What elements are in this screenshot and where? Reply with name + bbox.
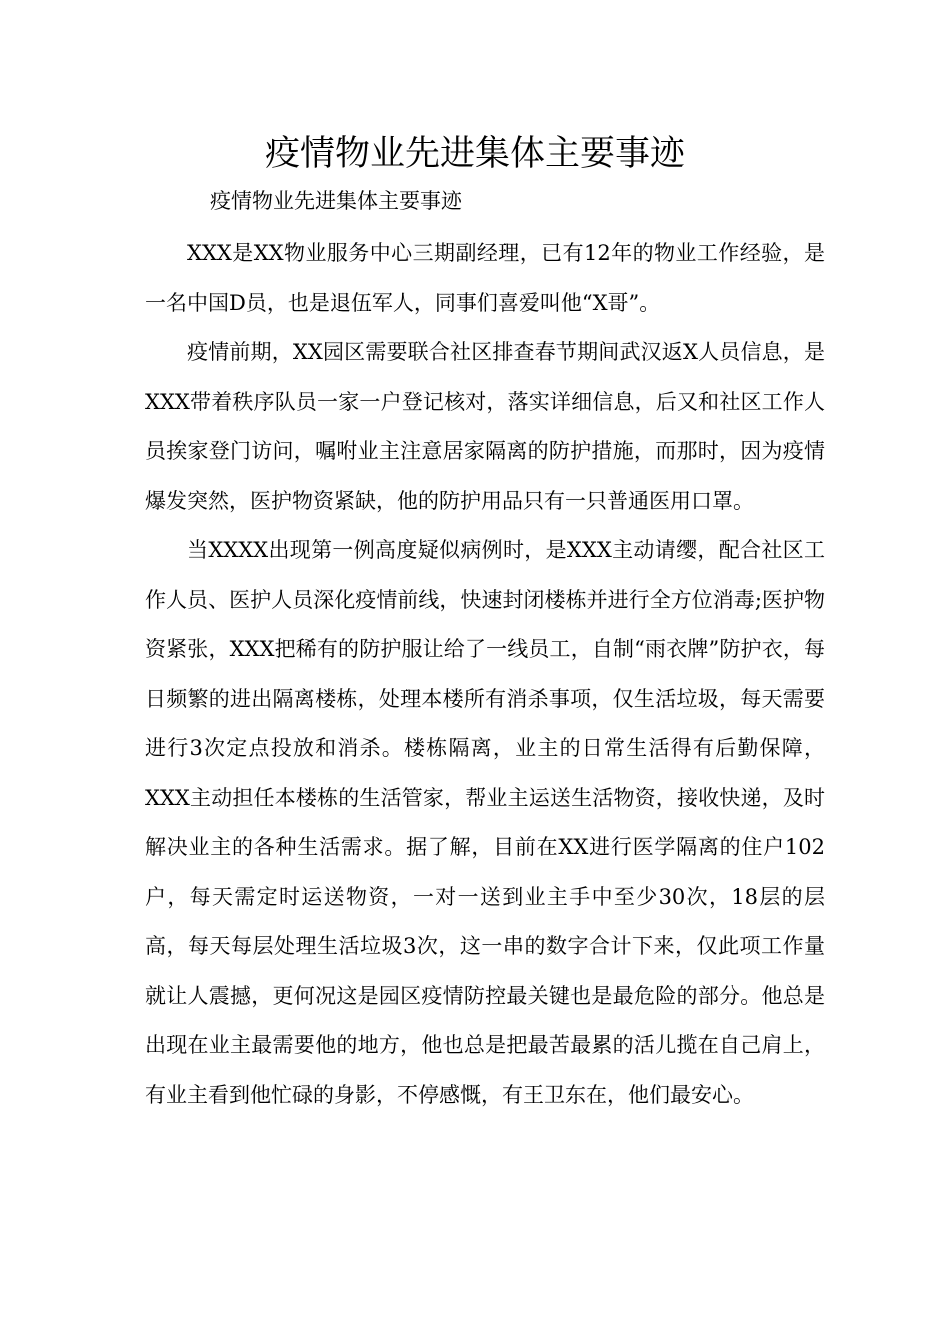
- document-subtitle: 疫情物业先进集体主要事迹: [210, 189, 462, 213]
- document-body: [145, 229, 825, 1120]
- paragraph-2: 疫情前期，XX园区需要联合社区排查春节期间武汉返X人员信息，是XXX带着秩序队员一家一户登记核对，落实详细信息，后又和社区工作人员挨家登门访问，嘱咐业主注意居家隔离的防护措施，而那时，因为疫情爆发突然，医护物资紧缺，他的防护用品只有一只普通医用口罩。: [145, 340, 825, 513]
- paragraph-1: XXX是XX物业服务中心三期副经理，已有12年的物业工作经验，是一名中国D员，也是退伍军人，同事们喜爱叫他“X哥”。: [145, 241, 825, 315]
- document-title: 疫情物业先进集体主要事迹: [264, 134, 685, 174]
- paragraph-3: 当XXXX出现第一例高度疑似病例时，是XXX主动请缨，配合社区工作人员、医护人员深化疫情前线，快速封闭楼栋并进行全方位消毒;医护物资紧张，XXX把稀有的防护服让给了一线员工，自制“雨衣牌”防护衣，每日频繁的进出隔离楼栋，处理本楼所有消杀事项，仅生活垃圾，每天需要进行3次定点投放和消杀。楼栋隔离，业主的日常生活得有后勤保障，XXX主动担任本楼栋的生活管家，帮业主运送生活物资，接收快递，及时解决业主的各种生活需求。据了解，目前在XX进行医学隔离的住户102户，每天需定时运送物资，一对一送到业主手中至少30次，18层的层高，每天每层处理生活垃圾3次，这一串的数字合计下来，仅此项工作量就让人震撼，更何况这是园区疫情防控最关键也是最危险的部分。他总是出现在业主最需要他的地方，他也总是把最苦最累的活儿揽在自己肩上，有业主看到他忙碌的身影，不停感慨，有王卫东在，他们最安心。: [145, 538, 825, 1107]
